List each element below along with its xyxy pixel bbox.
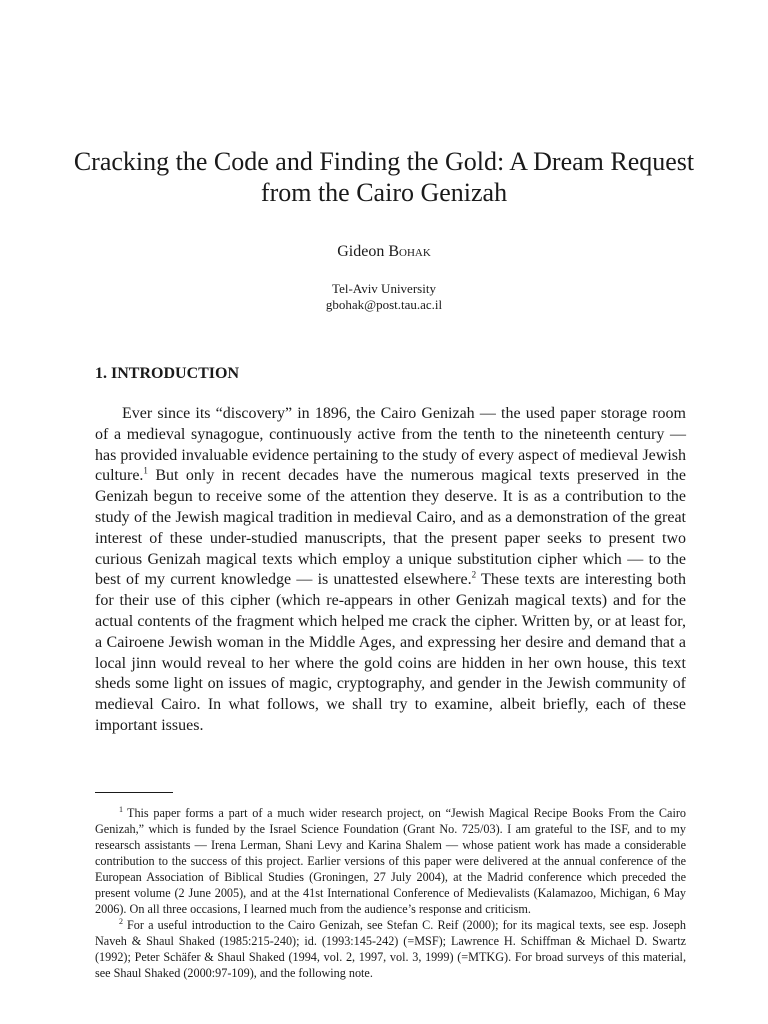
footnote-number: 1 [119,804,123,814]
footnote-ref-2: 2 [471,570,477,581]
footnote-text: This paper forms a part of a much wider research project, on “Jewish Magical Recipe Books From the Cairo Genizah,” which is funded by the Israel Science Foundation (Grant No. 725/03). I am grateful to the ISF, and to my researsch assistants — Irena Lerman, Shani Levy and Karina Shalem — whose patient work has made a considerable contribution to the success of this project. Earlier versions of this paper were delivered at the annual conference of the European Association of Biblical Studies (Groningen, 27 July 2004), at the Madrid conference which preceded the present volume (2 June 2005), and at the 41st International Conference of Medievalists (Kalamazoo, Michigan, 6 May 2006). On all three occasions, I learned much from the audience’s response and criticism. [95,806,686,916]
footnote-text: For a useful introduction to the Cairo Genizah, see Stefan C. Reif (2000); for its magical texts, see esp. Joseph Naveh & Shaul Shaked (1985:215-240); id. (1993:145-242) (=MSF); Lawrence H. Schiffman & Michael D. Swartz (1992); Peter Schäfer & Shaul Shaked (1994, vol. 2, 1997, vol. 3, 1999) (=MTKG). For broad surveys of this material, see Shaul Shaked (2000:97-109), and the following note. [95,918,686,980]
intro-text-part3: These texts are interesting both for their use of this cipher (which re-appears in other Genizah magical texts) and for the actual contents of the fragment which helped me crack the cipher. Written by, or at least for, a Cairoene Jewish woman in the Middle Ages, and expressing her desire and demand that a local jinn would reveal to her where the gold coins are hidden in her own house, this text sheds some light on issues of magic, cryptography, and gender in the Jewish community of medieval Cairo. In what follows, we shall try to examine, albeit briefly, each of these important issues. [95,571,686,734]
footnotes [95,805,686,981]
section-heading: 1. INTRODUCTION [95,365,240,382]
affiliation: Tel-Aviv University [332,281,436,296]
footnote [95,917,686,981]
intro-paragraph [95,404,686,737]
author-last-name: Bohak [388,243,431,260]
intro-text-part1: Ever since its “discovery” in 1896, the Cairo Genizah — the used paper storage room of a medieval synagogue, continuously active from the tenth to the nineteenth century — has provided invaluable evidence pertaining to the study of every aspect of medieval Jewish culture. [95,405,686,485]
author-email: gbohak@post.tau.ac.il [325,297,443,312]
paper-title: Cracking the Code and Finding the Gold: A Dream Request from the Cairo Genizah [73,147,695,207]
footnote-ref-1: 1 [143,466,148,477]
author-name [0,243,768,261]
footnote-number: 2 [119,916,123,926]
footnote [95,805,686,917]
author-first-name: Gideon [337,243,389,260]
intro-text-part2: But only in recent decades have the numerous magical texts preserved in the Genizah begun to receive some of the attention they deserve. It is as a contribution to the study of the Jewish magical tradition in medieval Cairo, and as a demonstration of the great interest of these under-studied manuscripts, that the present paper seeks to present two curious Genizah magical texts which employ a unique substitution cipher which — to the best of my current knowledge — is unattested elsewhere. [95,467,686,589]
footnote-separator [95,792,173,793]
author-affiliation-block [0,281,768,313]
